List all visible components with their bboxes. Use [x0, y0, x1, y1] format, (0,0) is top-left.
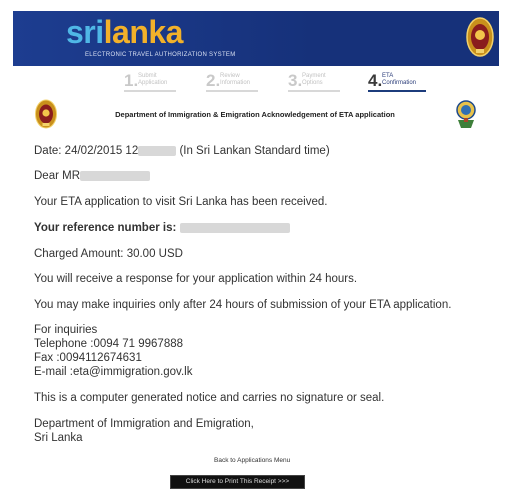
step-underline: [124, 90, 176, 92]
redacted-name: [80, 171, 150, 181]
step-label: [220, 73, 250, 87]
sri-lanka-emblem-icon: [34, 98, 58, 130]
telephone: Telephone :0094 71 9967888: [34, 338, 184, 350]
step-number: 4.: [368, 71, 383, 90]
step-underline: [368, 90, 426, 92]
progress-steps: [118, 71, 438, 93]
step-number: 2.: [206, 71, 221, 90]
redacted-reference: [180, 223, 290, 233]
step-label-line2: Options: [302, 80, 323, 86]
step-number: 1.: [124, 71, 139, 90]
salutation-text: Dear MR: [34, 170, 81, 182]
step-label: [302, 73, 326, 87]
date-text: Date: 24/02/2015 12: [34, 145, 139, 157]
received-message: Your ETA application to visit Sri Lanka has been received.: [34, 196, 328, 208]
step-label-line2: Application: [138, 80, 168, 86]
sri-lanka-emblem-icon: [465, 15, 495, 59]
step-underline: [206, 90, 258, 92]
logo-part-lanka: lanka: [103, 14, 183, 50]
email: E-mail :eta@immigration.gov.lk: [34, 366, 193, 378]
inquiries-note: You may make inquiries only after 24 hours of submission of your ETA application.: [34, 299, 452, 311]
charged-amount: Charged Amount: 30.00 USD: [34, 248, 183, 260]
for-inquiries-label: For inquiries: [34, 324, 98, 336]
receipt-title: Department of Immigration & Emigration Acknowledgement of ETA application: [115, 110, 395, 119]
response-message: You will receive a response for your application within 24 hours.: [34, 273, 358, 285]
fax: Fax :0094112674631: [34, 352, 142, 364]
receipt-salutation: [34, 170, 150, 182]
step-label-line1: Payment: [302, 73, 326, 79]
step-underline: [288, 90, 340, 92]
immigration-emblem-icon: [454, 98, 478, 130]
step-label-line2: Information: [220, 80, 251, 86]
step-number: 3.: [288, 71, 303, 90]
logo-part-sri: sri: [66, 14, 104, 50]
redacted-time: [138, 146, 176, 156]
signoff-department: Department of Immigration and Emigration,: [34, 418, 254, 430]
step-label-line2: Confirmation: [382, 80, 417, 86]
step-label: [138, 73, 167, 87]
header-banner: [13, 11, 499, 66]
print-receipt-button[interactable]: Click Here to Print This Receipt >>>: [170, 475, 305, 489]
step-label: [382, 73, 416, 87]
srilanka-logo: [66, 15, 183, 49]
step-label-line1: Review: [220, 73, 240, 79]
logo-subtitle: ELECTRONIC TRAVEL AUTHORIZATION SYSTEM: [85, 52, 236, 58]
receipt-date: [34, 145, 330, 157]
date-timezone: (In Sri Lankan Standard time): [179, 145, 330, 157]
computer-generated-notice: This is a computer generated notice and carries no signature or seal.: [34, 392, 385, 404]
back-to-applications-link[interactable]: Back to Applications Menu: [214, 457, 291, 464]
step-label-line1: Submit: [138, 73, 157, 79]
reference-number-row: [34, 222, 290, 234]
step-label-line1: ETA: [382, 73, 394, 79]
signoff-country: Sri Lanka: [34, 432, 83, 444]
reference-label: Your reference number is:: [34, 222, 177, 234]
